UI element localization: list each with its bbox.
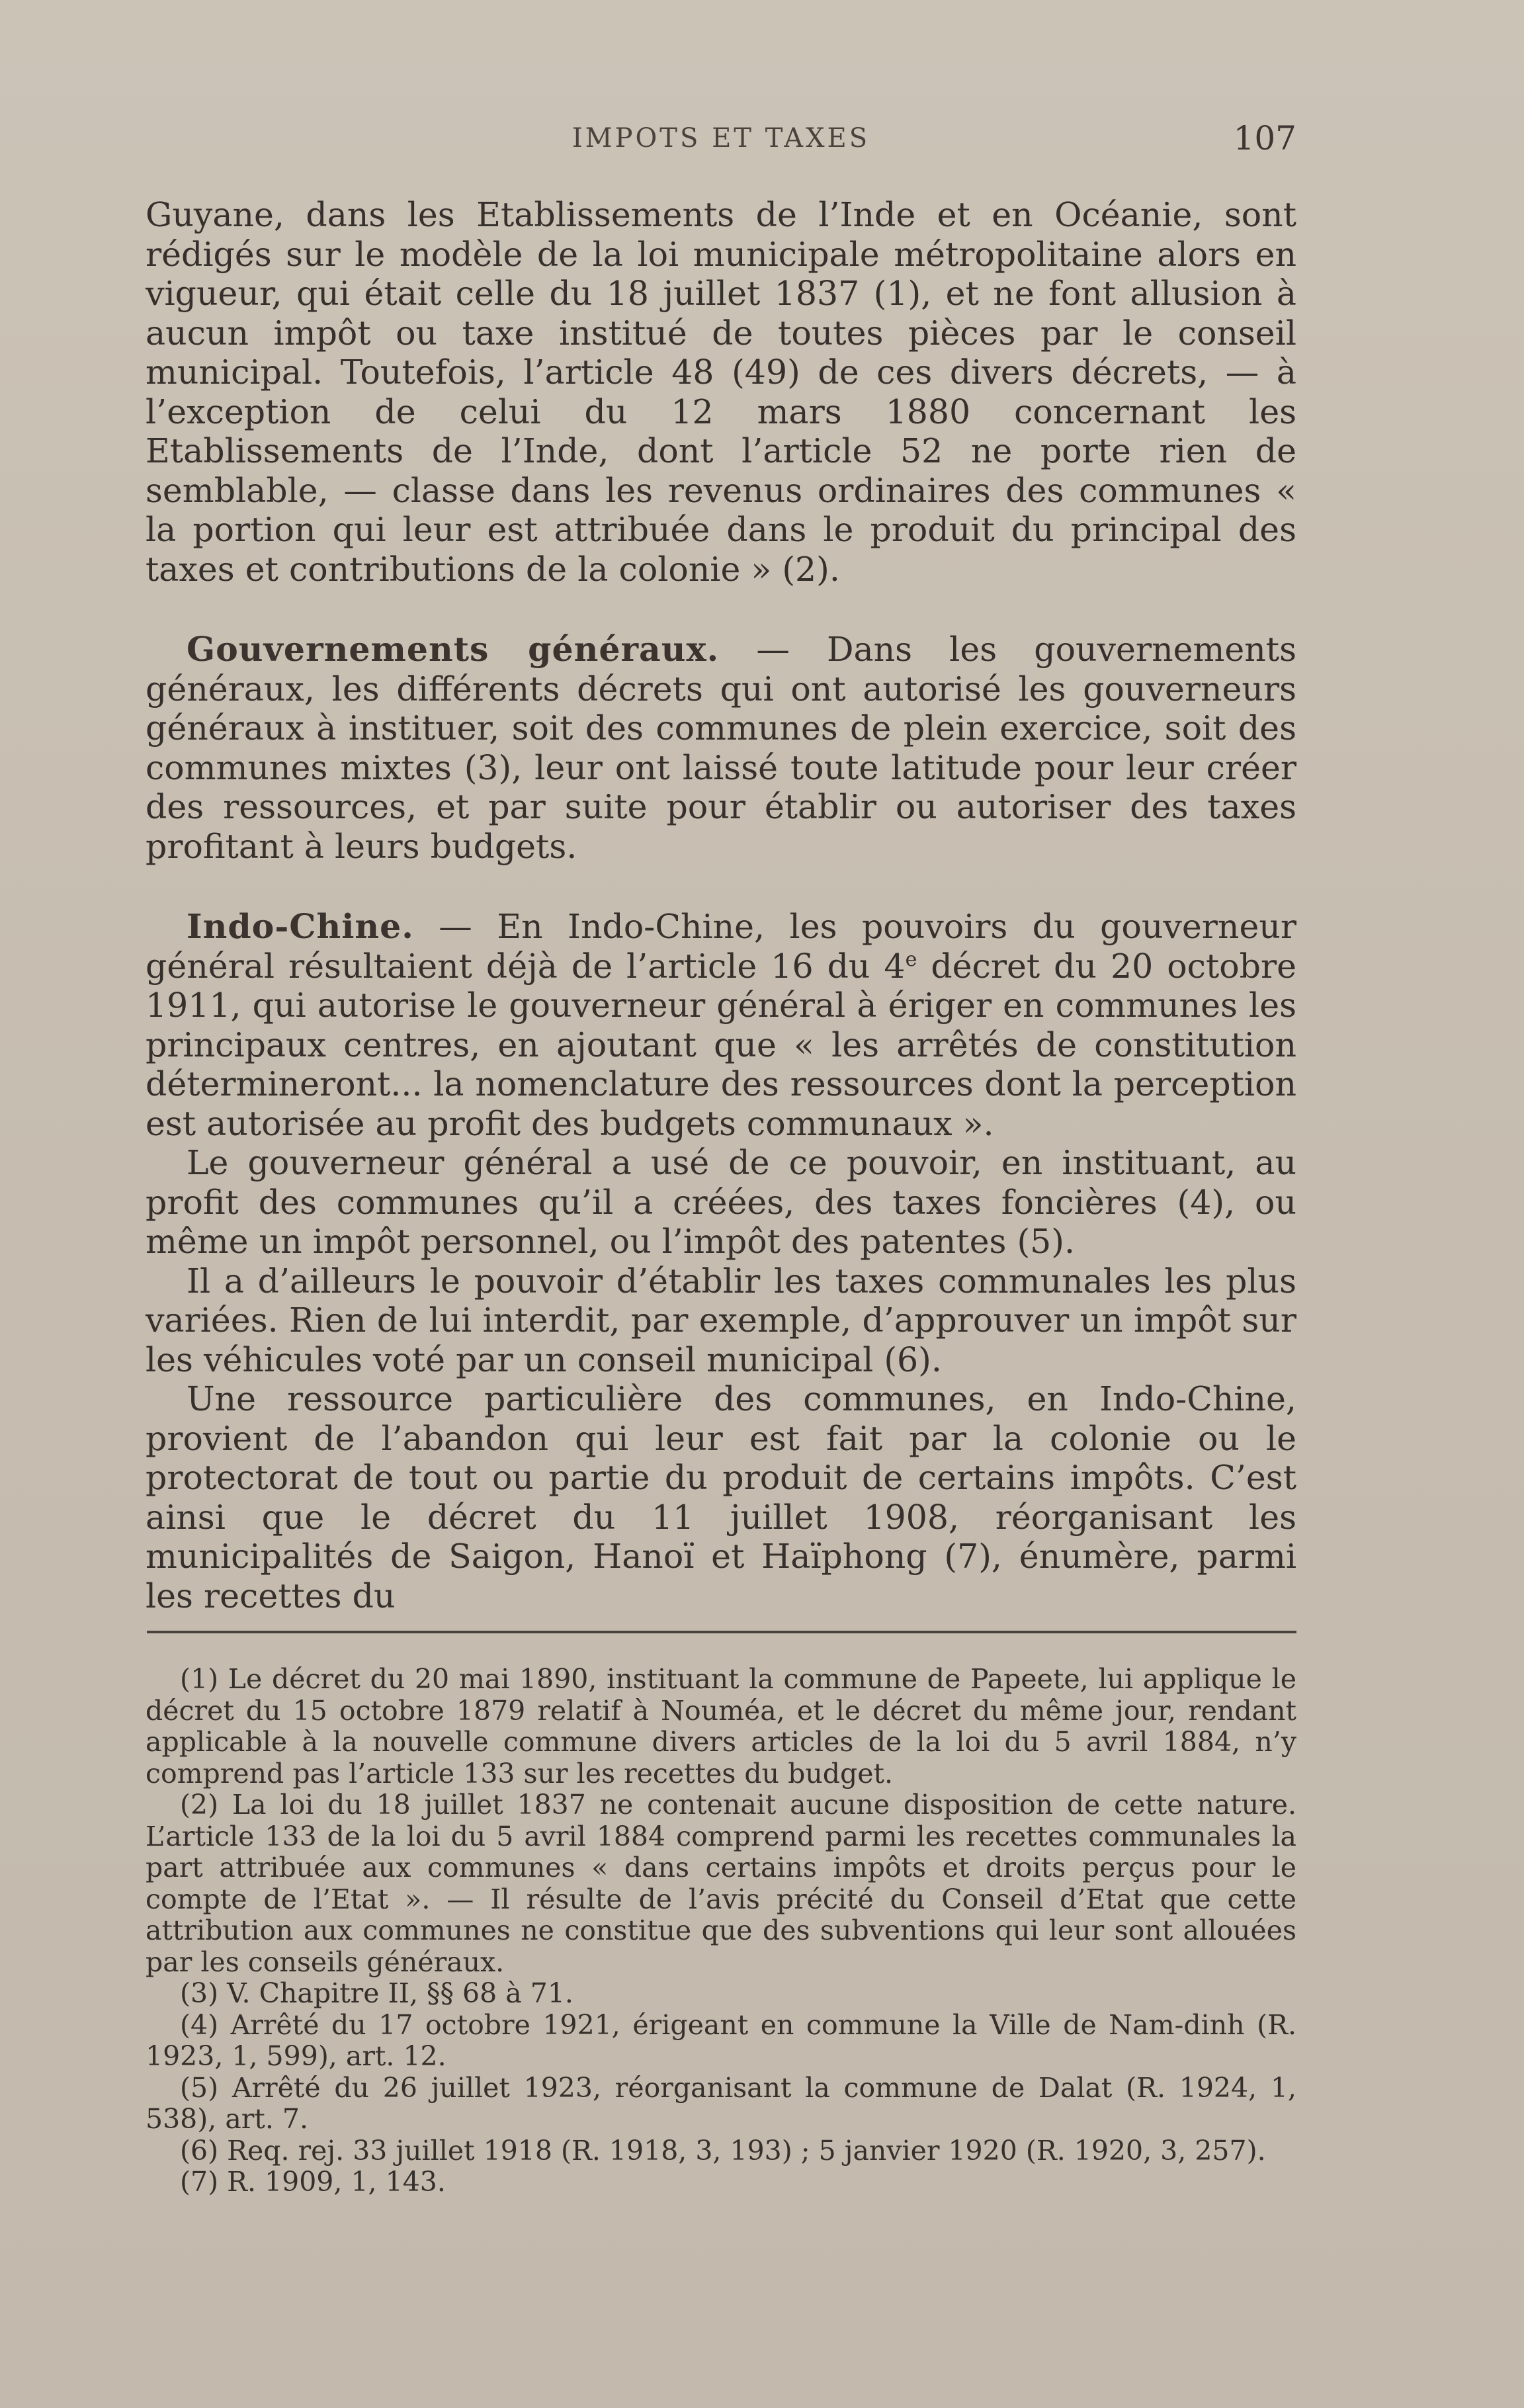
footnote-separator <box>147 1631 1296 1633</box>
section-heading-indo-chine: Indo-Chine. <box>187 907 414 946</box>
paragraph-text: — Dans les gouvernements généraux, les différents décrets qui ont autorisé les gouverneurs généraux à instituer, soit des communes de plein exercice, soit des communes mixtes (3), leur ont laissé toute latitude pour leur créer des ressources, et par suite pour établir ou autoriser des taxes profitant à leurs budgets. <box>146 630 1296 866</box>
main-text <box>146 195 1296 1615</box>
footnote-2: (2) La loi du 18 juillet 1837 ne contenait aucune disposition de cette nature. L’article 133 de la loi du 5 avril 1884 comprend parmi les recettes communales la part attribuée aux communes « dans certains impôts et droits perçus pour le compte de l’Etat ». — Il résulte de l’avis précité du Conseil d’Etat que cette attribution aux communes ne constitue que des subventions qui leur sont allouées par les conseils généraux. <box>146 1789 1296 1978</box>
footnote-1: (1) Le décret du 20 mai 1890, instituant la commune de Papeete, lui applique le décret du 15 octobre 1879 relatif à Nouméa, et le décret du même jour, rendant applicable à la nouvelle commune divers articles de la loi du 5 avril 1884, n’y comprend pas l’article 133 sur les recettes du budget. <box>146 1663 1296 1789</box>
paragraph: Une ressource particulière des communes, en Indo-Chine, provient de l’abandon qui leur est fait par la colonie ou le protectorat de tout ou partie du produit de certains impôts. C’est ainsi que le décret du 11 juillet 1908, réorganisant les municipalités de Saigon, Hanoï et Haïphong (7), énumère, parmi les recettes du <box>146 1379 1296 1615</box>
footnote-5: (5) Arrêté du 26 juillet 1923, réorganisant la commune de Dalat (R. 1924, 1, 538), art. 7. <box>146 2071 1296 2135</box>
paragraph-continuation: Guyane, dans les Etablissements de l’Inde et en Océanie, sont rédigés sur le modèle de la loi municipale métropolitaine alors en vigueur, qui était celle du 18 juillet 1837 (1), et ne font allusion à aucun impôt ou taxe institué de toutes pièces par le conseil municipal. Toutefois, l’article 48 (49) de ces divers décrets, — à l’exception de celui du 12 mars 1880 concernant les Etablissements de l’Inde, dont l’article 52 ne porte rien de semblable, — classe dans les revenus ordinaires des communes « la portion qui leur est attribuée dans le produit du principal des taxes et contributions de la colonie » (2). <box>146 195 1296 589</box>
footnote-6: (6) Req. rej. 33 juillet 1918 (R. 1918, 3, 193) ; 5 janvier 1920 (R. 1920, 3, 257). <box>180 2134 1266 2167</box>
paragraph-text: décret du 20 octobre 1911, qui autorise le gouverneur général à ériger en communes les principaux centres, en ajoutant que « les arrêtés de constitution détermineront... la nomenclature des ressources dont la perception est autorisée au profit des budgets communaux ». <box>146 946 1296 1143</box>
footnote-3: (3) V. Chapitre II, §§ 68 à 71. <box>180 1977 573 2009</box>
paragraph: Il a d’ailleurs le pouvoir d’établir les taxes communales les plus variées. Rien de lui interdit, par exemple, d’approuver un impôt sur les véhicules voté par un conseil municipal (6). <box>146 1261 1296 1379</box>
paragraph-indo-chine <box>146 907 1296 1143</box>
ordinal-superscript: e <box>905 947 917 971</box>
section-heading-gouvernements-generaux: Gouvernements généraux. <box>187 630 720 669</box>
footnote-4: (4) Arrêté du 17 octobre 1921, érigeant en commune la Ville de Nam-dinh (R. 1923, 1, 599), art. 12. <box>146 2008 1296 2072</box>
footnotes <box>146 1664 1296 2198</box>
footnote-7: (7) R. 1909, 1, 143. <box>180 2166 446 2198</box>
running-title: IMPOTS ET TAXES <box>572 123 870 153</box>
page-number: 107 <box>1233 119 1296 157</box>
paragraph: Le gouverneur général a usé de ce pouvoir, en instituant, au profit des communes qu’il a créées, des taxes foncières (4), ou même un impôt personnel, ou l’impôt des patentes (5). <box>146 1143 1296 1261</box>
paragraph-gouvernements-generaux <box>146 630 1296 866</box>
paragraph-text: — En Indo-Chine, les pouvoirs du gouverneur général résultaient déjà de l’article 16 du 4 <box>146 907 1296 986</box>
page-header <box>146 119 1296 165</box>
